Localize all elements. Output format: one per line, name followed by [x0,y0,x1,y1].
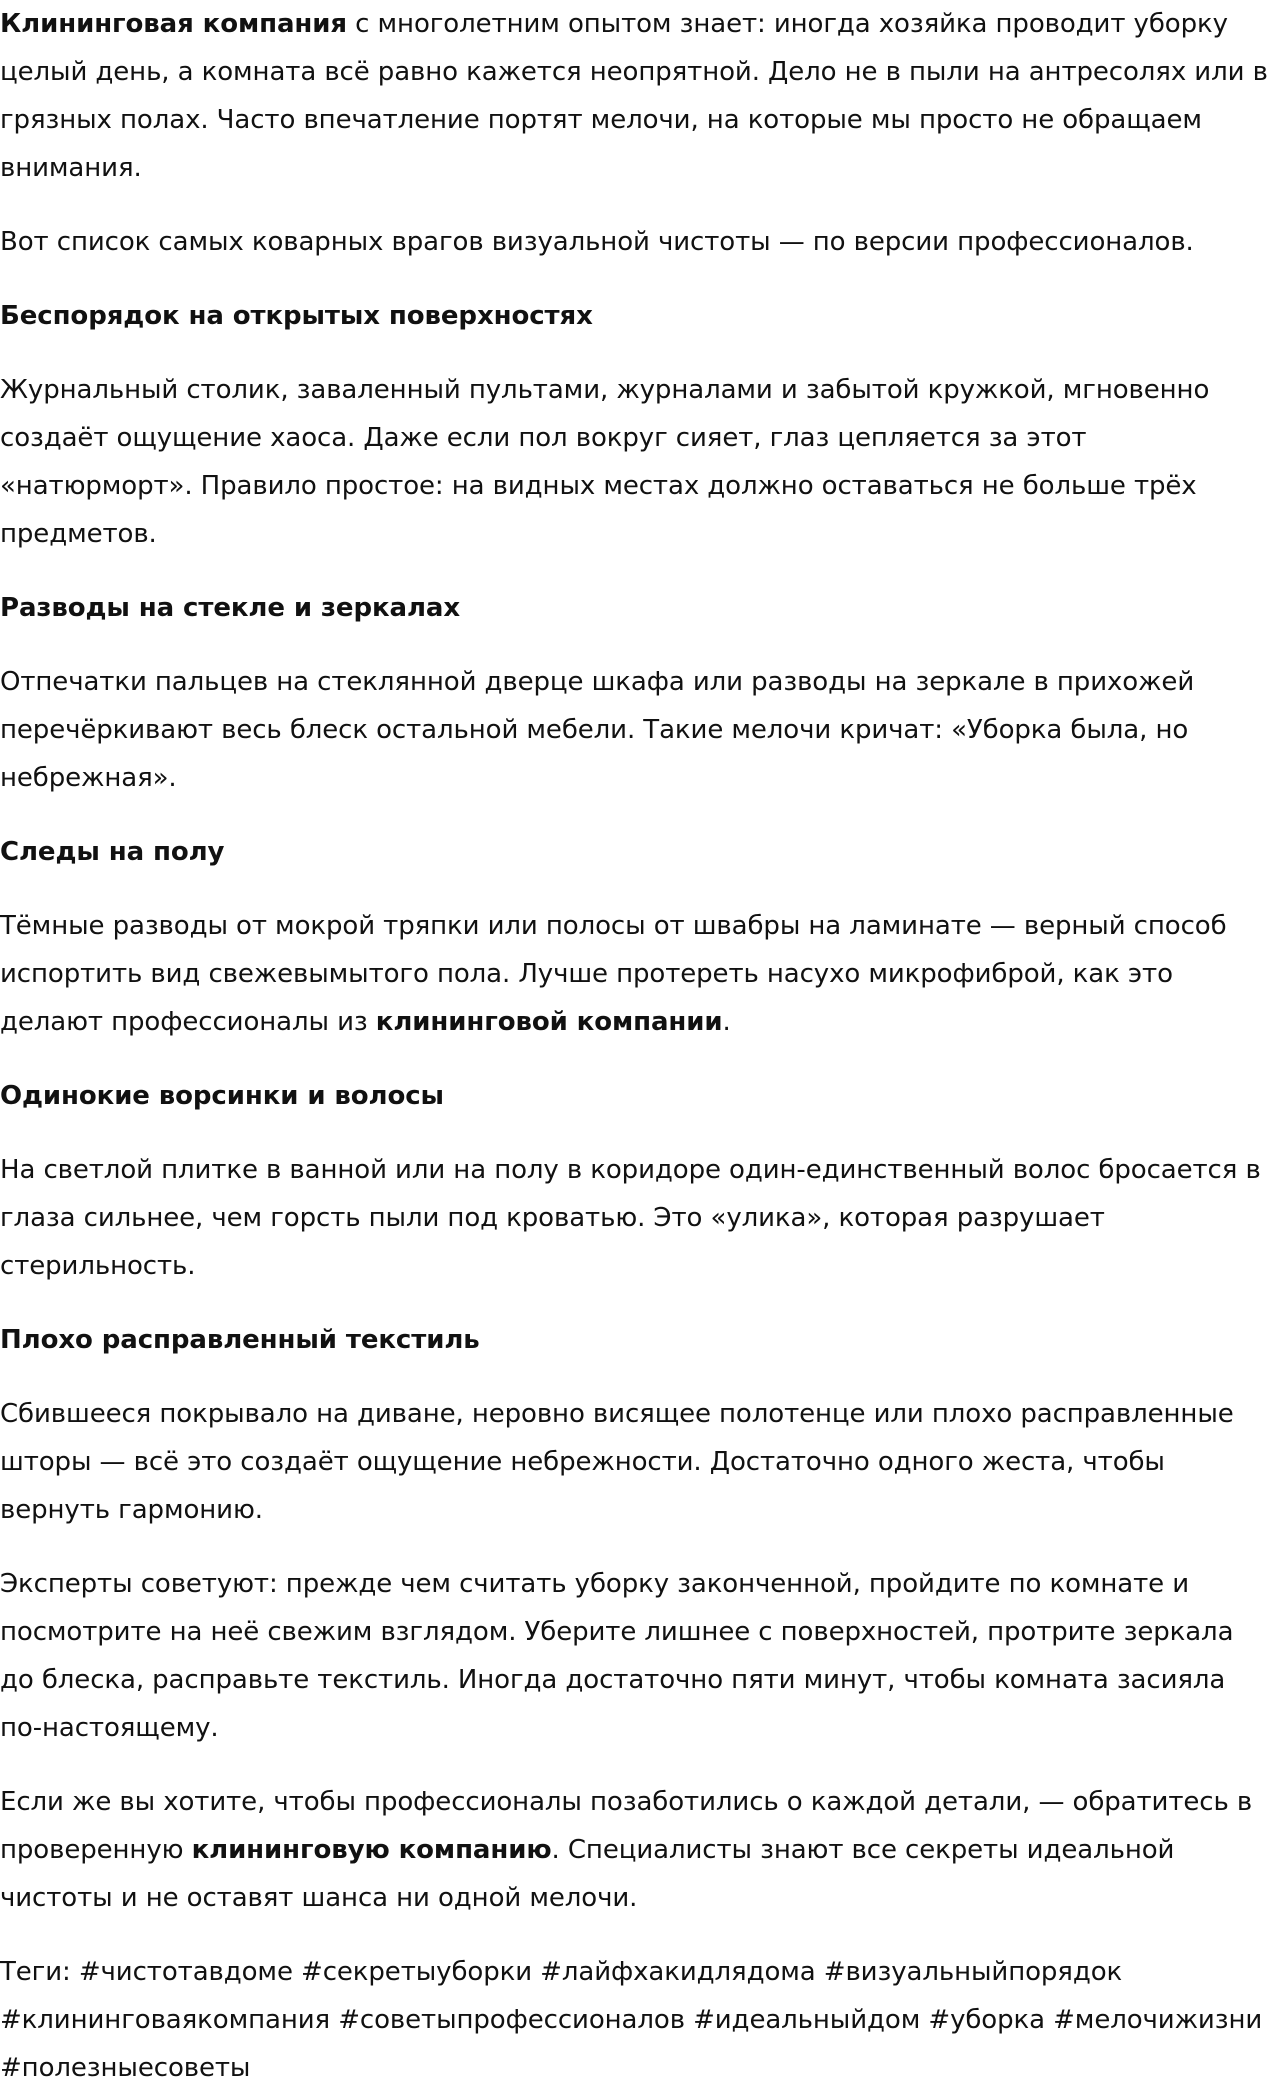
closing-paragraph [0,1778,1270,1922]
section-text-floor [0,902,1270,1046]
floor-text-bold: клининговой компании [375,1007,723,1037]
closing-text-after: . Специалисты знают все секреты идеальной чистоты и не оставят шанса ни одной мелочи. [0,1835,1175,1913]
intro-lead-bold: Клининговая компания [0,9,347,39]
floor-text-after: . [722,1007,731,1037]
section-heading-hair: Одинокие ворсинки и волосы [0,1081,444,1111]
section-heading-floor: Следы на полу [0,837,225,867]
section-text-glass: Отпечатки пальцев на стеклянной дверце шкафа или разводы на зеркале в прихожей перечёркивают весь блеск остальной мебели. Такие мелочи кричат: «Уборка была, но небрежная». [0,667,1195,793]
section-heading-textile: Плохо расправленный текстиль [0,1325,480,1355]
section-text-hair: На светлой плитке в ванной или на полу в коридоре один-единственный волос бросается в глаза сильнее, чем горсть пыли под кроватью. Это «улика», которая разрушает стерильность. [0,1155,1261,1281]
intro-text: с многолетним опытом знает: иногда хозяйка проводит уборку целый день, а комната всё равно кажется неопрятной. Дело не в пыли на антресолях или в грязных полах. Часто впечатление портят мелочи, на которые мы просто не обращаем внимания. [0,9,1268,183]
closing-text-bold: клининговую компанию [191,1835,552,1865]
section-heading-glass: Разводы на стекле и зеркалах [0,593,461,623]
closing-text-before: Если же вы хотите, чтобы профессионалы позаботились о каждой детали, — обратитесь в проверенную [0,1787,1253,1865]
floor-text-before: Тёмные разводы от мокрой тряпки или полосы от швабры на ламинате — верный способ испортить вид свежевымытого пола. Лучше протереть насухо микрофиброй, как это делают профессионалы из [0,911,1227,1037]
tags-paragraph: Теги: #чистотавдоме #секретыуборки #лайфхакидлядома #визуальныйпорядок #клининговаякомпания #советыпрофессионалов #идеальныйдом #уборка #мелочижизни #полезныесоветы [0,1957,1263,2083]
section-text-surfaces: Журнальный столик, заваленный пультами, журналами и забытой кружкой, мгновенно создаёт ощущение хаоса. Даже если пол вокруг сияет, глаз цепляется за этот «натюрморт». Правило простое: на видных местах должно оставаться не больше трёх предметов. [0,375,1210,549]
intro-paragraph [0,0,1270,192]
advice-paragraph: Эксперты советуют: прежде чем считать уборку законченной, пройдите по комнате и посмотрите на неё свежим взглядом. Уберите лишнее с поверхностей, протрите зеркала до блеска, расправьте текстиль. Иногда достаточно пяти минут, чтобы комната засияла по-настоящему. [0,1569,1234,1743]
list-intro-paragraph: Вот список самых коварных врагов визуальной чистоты — по версии профессионалов. [0,227,1194,257]
section-heading-surfaces: Беспорядок на открытых поверхностях [0,301,593,331]
section-text-textile: Сбившееся покрывало на диване, неровно висящее полотенце или плохо расправленные шторы — всё это создаёт ощущение небрежности. Достаточно одного жеста, чтобы вернуть гармонию. [0,1399,1234,1525]
